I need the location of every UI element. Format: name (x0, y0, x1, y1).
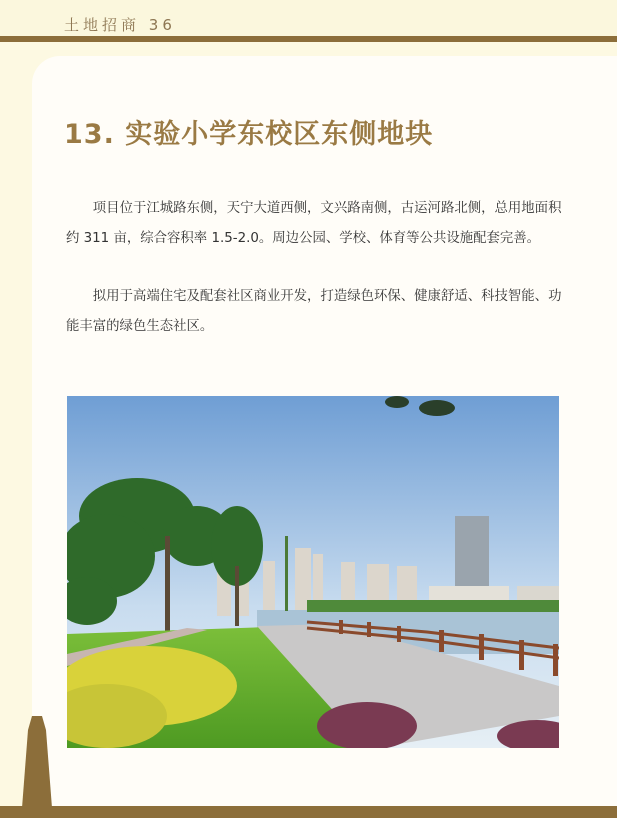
description-paragraph-2: 拟用于高端住宅及配套社区商业开发，打造绿色环保、健康舒适、科技智能、功能丰富的绿色生态社区。 (66, 289, 562, 334)
section-name: 土地招商 (64, 16, 141, 34)
park-lake-illustration (67, 396, 559, 748)
running-header (64, 14, 176, 35)
page-number: 36 (148, 16, 176, 34)
description-paragraph-1: 项目位于江城路东侧，天宁大道西侧，文兴路南侧，古运河路北侧，总用地面积约 311 亩，综合容积率 1.5-2.0。周边公园、学校、体育等公共设施配套完善。 (66, 201, 562, 246)
bottom-rule (0, 806, 617, 818)
top-rule (0, 36, 617, 42)
monument-icon (22, 716, 52, 808)
site-photo (67, 396, 559, 748)
purple-shrubs (317, 702, 417, 748)
page-title: 13. 实验小学东校区东侧地块 (64, 119, 434, 150)
